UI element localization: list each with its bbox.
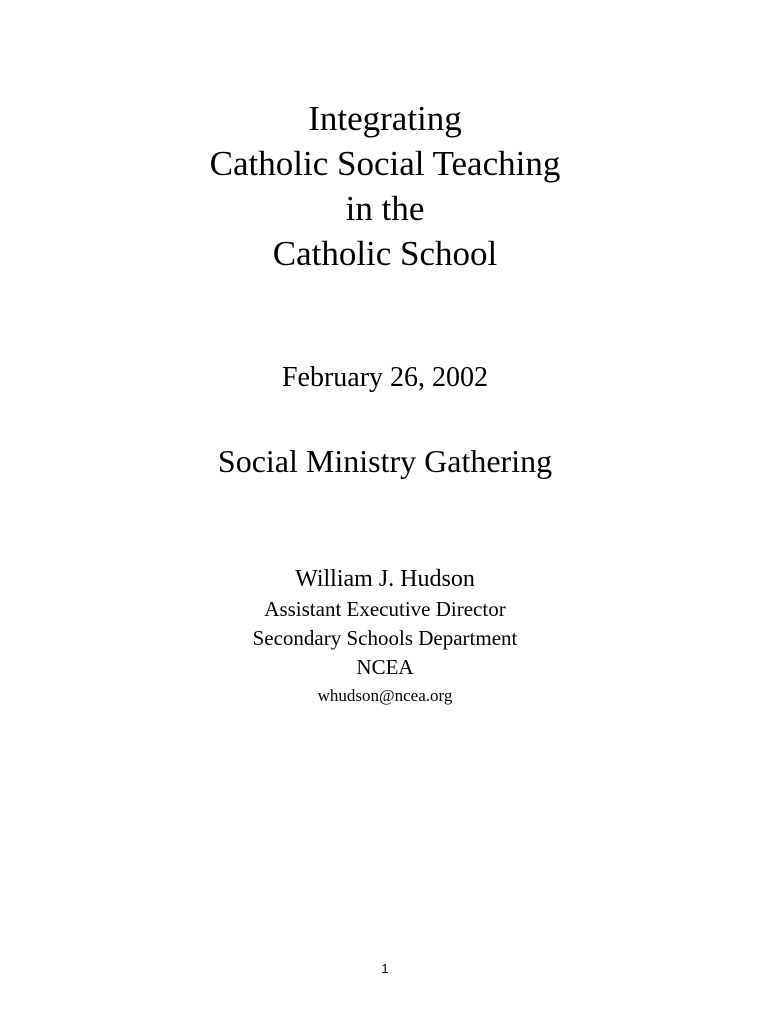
author-name: William J. Hudson (295, 566, 475, 592)
document-title (0, 96, 770, 276)
author-department: Secondary Schools Department (252, 626, 518, 650)
author-block (0, 563, 770, 709)
author-organization: NCEA (356, 655, 414, 679)
author-position: Assistant Executive Director (264, 597, 506, 621)
title-line-2: Catholic Social Teaching (209, 144, 561, 183)
presentation-date: February 26, 2002 (281, 362, 489, 393)
author-email: whudson@ncea.org (317, 686, 453, 705)
title-line-1: Integrating (308, 99, 462, 138)
title-line-4: Catholic School (272, 234, 498, 273)
page-number: 1 (381, 961, 389, 976)
title-line-3: in the (345, 189, 425, 228)
event-name: Social Ministry Gathering (217, 443, 553, 479)
